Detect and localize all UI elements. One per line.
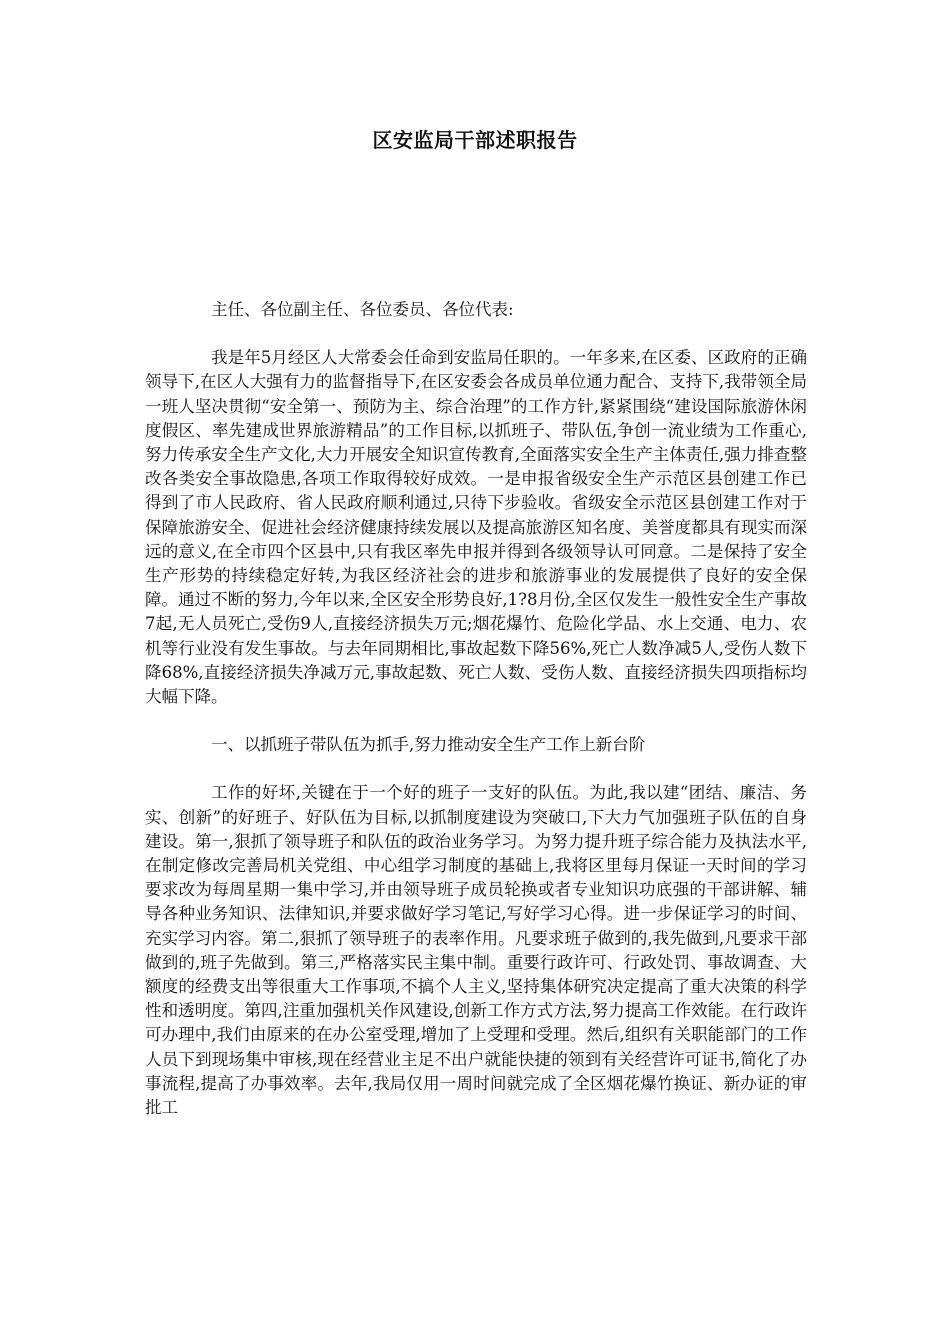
salutation: 主任、各位副主任、各位委员、各位代表:: [211, 300, 514, 319]
paragraph-gap: [145, 757, 807, 781]
paragraph-gap: [145, 709, 807, 733]
section-heading-1: 一、以抓班子带队伍为抓手,努力推动安全生产工作上新台阶: [211, 735, 646, 755]
paragraph-section-1: 工作的好坏,关键在于一个好的班子一支好的队伍。为此,我以建“团结、廉洁、务实、创新”的好班子、好队伍为目标,以抓制度建设为突破口,下大力气加强班子队伍的自身建设。第一,狠抓了领导班子和队伍的政治业务学习。为努力提升班子综合能力及执法水平,在制定修改完善局机关党组、中心组学习制度的基础上,我将区里每月保证一天时间的学习要求改为每周星期一集中学习,并由领导班子成员轮换或者专业知识功底强的干部讲解、辅导各种业务知识、法律知识,并要求做好学习笔记,写好学习心得。进一步保证学习的时间、充实学习内容。第二,狠抓了领导班子的表率作用。凡要求班子做到的,我先做到,凡要求干部做到的,班子先做到。第三,严格落实民主集中制。重要行政许可、行政处罚、事故调查、大额度的经费支出等很重大工作事项,不搞个人主义,坚持集体研究决定提高了重大决策的科学性和透明度。第四,注重加强机关作风建设,创新工作方式方法,努力提高工作效能。在行政许可办理中,我们由原来的在办公室受理,增加了上受理和受理。然后,组织有关职能部门的工作人员下到现场集中审核,现在经营业主足不出户就能快捷的领到有关经营许可证书,简化了办事流程,提高了办事效率。去年,我局仅用一周时间就完成了全区烟花爆竹换证、新办证的审批工: [145, 783, 807, 1118]
document-body: [145, 298, 807, 1120]
paragraph-intro: 我是年5月经区人大常委会任命到安监局任职的。一年多来,在区委、区政府的正确领导下,在区人大强有力的监督指导下,在区安委会各成员单位通力配合、支持下,我带领全局一班人坚决贯彻“安全第一、预防为主、综合治理”的工作方针,紧紧围绕“建设国际旅游休闲度假区、率先建成世界旅游精品”的工作目标,以抓班子、带队伍,争创一流业绩为工作重心,努力传承安全生产文化,大力开展安全知识宣传教育,全面落实安全生产主体责任,强力排查整改各类安全事故隐患,各项工作取得较好成效。一是申报省级安全生产示范区县创建工作已得到了市人民政府、省人民政府顺利通过,只待下步验收。省级安全示范区县创建工作对于保障旅游安全、促进社会经济健康持续发展以及提高旅游区知名度、美誉度都具有现实而深远的意义,在全市四个区县中,只有我区率先申报并得到各级领导认可同意。二是保持了安全生产形势的持续稳定好转,为我区经济社会的进步和旅游事业的发展提供了良好的安全保障。通过不断的努力,今年以来,全区安全形势良好,1?8月份,全区仅发生一般性安全生产事故7起,无人员死亡,受伤9人,直接经济损失万元;烟花爆竹、危险化学品、水上交通、电力、农机等行业没有发生事故。与去年同期相比,事故起数下降56%,死亡人数净减5人,受伤人数下降68%,直接经济损失净减万元,事故起数、死亡人数、受伤人数、直接经济损失四项指标均大幅下降。: [145, 348, 807, 707]
paragraph-gap: [145, 322, 807, 346]
document-title: 区安监局干部述职报告: [372, 128, 578, 152]
